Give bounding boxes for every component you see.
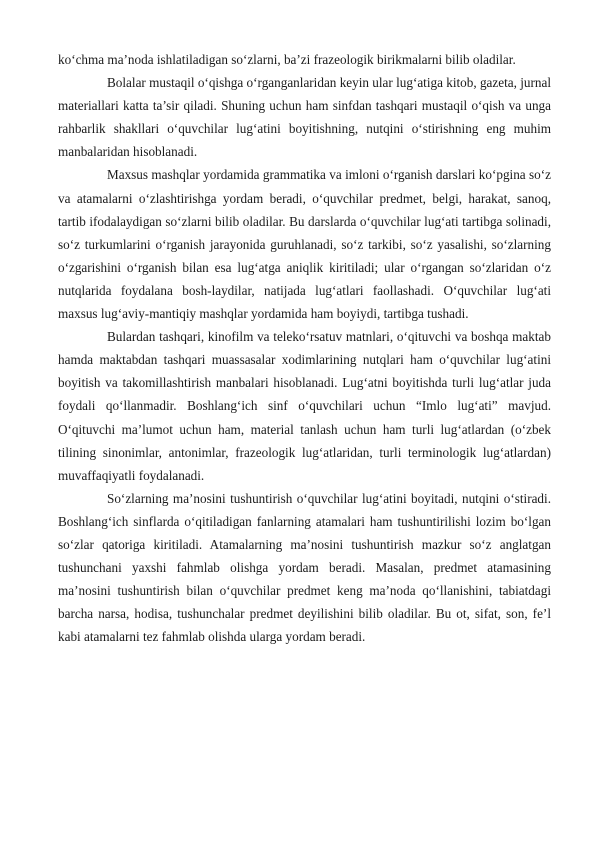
paragraph-other-sources: Bulardan tashqari, kinofilm va teleko‘rsatuv matnlari, o‘qituvchi va boshqa maktab hamda maktabdan tashqari muassasalar xodimlarining nutqlari ham o‘quvchilar lug‘atini boyitish va takomillashtirish manbalari hisoblanadi. Lug‘atni boyitishda turli lug‘atlar juda foydali qo‘llanmadir. Boshlang‘ich sinf o‘quvchilari uchun “Imlo lug‘ati” mavjud. O‘qituvchi ma’lumot uchun ham, material tanlash uchun ham turli lug‘atlardan (o‘zbek tilining sinonimlar, antonimlar, frazeologik lug‘atlaridan, turli terminologik lug‘atlardan) muvaffaqiyatli foydalanadi. — [58, 329, 551, 483]
paragraph-word-meanings: So‘zlarning ma’nosini tushuntirish o‘quvchilar lug‘atini boyitadi, nutqini o‘stiradi. Boshlang‘ich sinflarda o‘qitiladigan fanlarning atamalari ham tushuntirilishi lozim bo‘lgan so‘zlar qatoriga kiritiladi. Atamalarning ma’nosini tushuntirish mazkur so‘z anglatgan tushunchani yaxshi fahmlab olishga yordam beradi. Masalan, predmet atamasining ma’nosini tushuntirish bilan o‘quvchilar predmet keng ma’noda qo‘llanishini, tabiatdagi barcha narsa, hodisa, tushunchalar predmet deyilishini bilib oladilar. Bu ot, sifat, son, fe’l kabi atamalarni tez fahmlab olishda ularga yordam beradi. — [58, 490, 551, 645]
paragraph-independent-reading: Bolalar mustaqil o‘qishga o‘rganganlaridan keyin ular lug‘atiga kitob, gazeta, jurnal materiallari katta ta’sir qiladi. Shuning uchun ham sinfdan tashqari mustaqil o‘qish va unga rahbarlik shakllari o‘quvchilar lug‘atini boyitishning, nutqini o‘stirishning eng muhim manbalaridan hisoblanadi. — [58, 75, 551, 160]
paragraph-grammar-lessons: Maxsus mashqlar yordamida grammatika va imloni o‘rganish darslari ko‘pgina so‘z va atamalarni o‘zlashtirishga yordam beradi, o‘quvchilar predmet, belgi, harakat, sanoq, tartib ifodalaydigan so‘zlarni bilib oladilar. Bu darslarda o‘quvchilar lug‘ati tartibga solinadi, so‘z turkumlarini o‘rganish jarayonida guruhlanadi, so‘z tarkibi, so‘z yasalishi, so‘zlarning o‘zgarishini o‘rganish bilan esa lug‘atga aniqlik kiritiladi; ular o‘rgangan so‘zlaridan o‘z nutqlarida foydalana bosh-laydilar, natijada lug‘atlari faollashadi. O‘quvchilar lug‘ati maxsus lug‘aviy-mantiqiy mashqlar yordamida ham boyiydi, tartibga tushadi. — [58, 167, 551, 322]
document-page — [58, 48, 551, 648]
paragraph-continuation: ko‘chma ma’noda ishlatiladigan so‘zlarni, ba’zi frazeologik birikmalarni bilib oladilar. — [58, 52, 516, 67]
